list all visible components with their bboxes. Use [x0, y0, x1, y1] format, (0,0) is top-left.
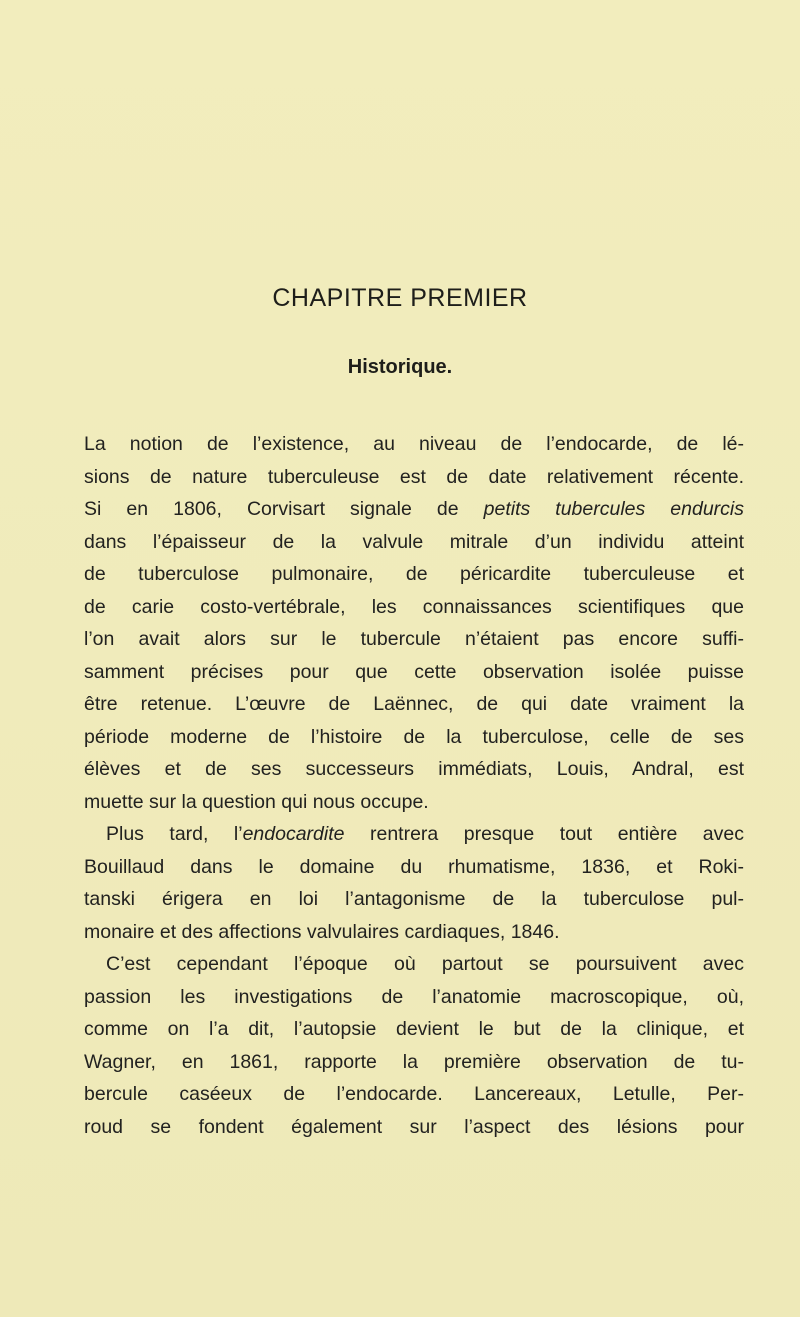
text-line: période moderne de l’histoire de la tuberculose, celle de ses — [84, 725, 744, 748]
chapter-title: CHAPITRE PREMIER — [272, 284, 528, 312]
italic-phrase: endocardite — [242, 823, 345, 845]
text-line: élèves et de ses successeurs immédiats, Louis, Andral, est — [84, 758, 744, 780]
text-line: Si en 1806, Corvisart signale de petits tubercules endurcis — [84, 498, 745, 520]
text-line: samment précises pour que cette observation isolée puisse — [84, 660, 744, 683]
text-line: C’est cependant l’époque où partout se poursuivent avec — [106, 953, 744, 975]
text-line: l’on avait alors sur le tubercule n’étaient pas encore suffi- — [84, 628, 744, 650]
text-line: de tuberculose pulmonaire, de péricardite tuberculeuse et — [84, 563, 744, 585]
text-line: tanski érigera en loi l’antagonisme de la tuberculose pul- — [84, 888, 744, 910]
text-line: monaire et des affections valvulaires cardiaques, 1846. — [84, 920, 560, 943]
section-title: Historique. — [347, 356, 453, 378]
text-line: passion les investigations de l’anatomie macroscopique, où, — [84, 985, 744, 1008]
text-line: Wagner, en 1861, rapporte la première observation de tu- — [84, 1050, 744, 1073]
text-line: bercule caséeux de l’endocarde. Lancereaux, Letulle, Per- — [84, 1083, 744, 1105]
body-text — [84, 428, 744, 1143]
text-line: sions de nature tuberculeuse est de date relativement récente. — [84, 465, 744, 488]
italic-phrase: petits tubercules endurcis — [483, 498, 745, 520]
text-line: de carie costo-vertébrale, les connaissances scientifiques que — [84, 595, 744, 618]
text-line: roud se fondent également sur l’aspect des lésions pour — [84, 1115, 744, 1138]
text-line: La notion de l’existence, au niveau de l’endocarde, de lé- — [84, 433, 744, 455]
text-line: Plus tard, l’endocardite rentrera presque tout entière avec — [106, 823, 744, 845]
text-line: dans l’épaisseur de la valvule mitrale d’un individu atteint — [84, 530, 744, 553]
text-line: être retenue. L’œuvre de Laënnec, de qui date vraiment la — [84, 693, 744, 715]
text-line: Bouillaud dans le domaine du rhumatisme, 1836, et Roki- — [84, 855, 744, 878]
text-line: comme on l’a dit, l’autopsie devient le but de la clinique, et — [84, 1018, 744, 1040]
text-line: muette sur la question qui nous occupe. — [84, 790, 429, 813]
